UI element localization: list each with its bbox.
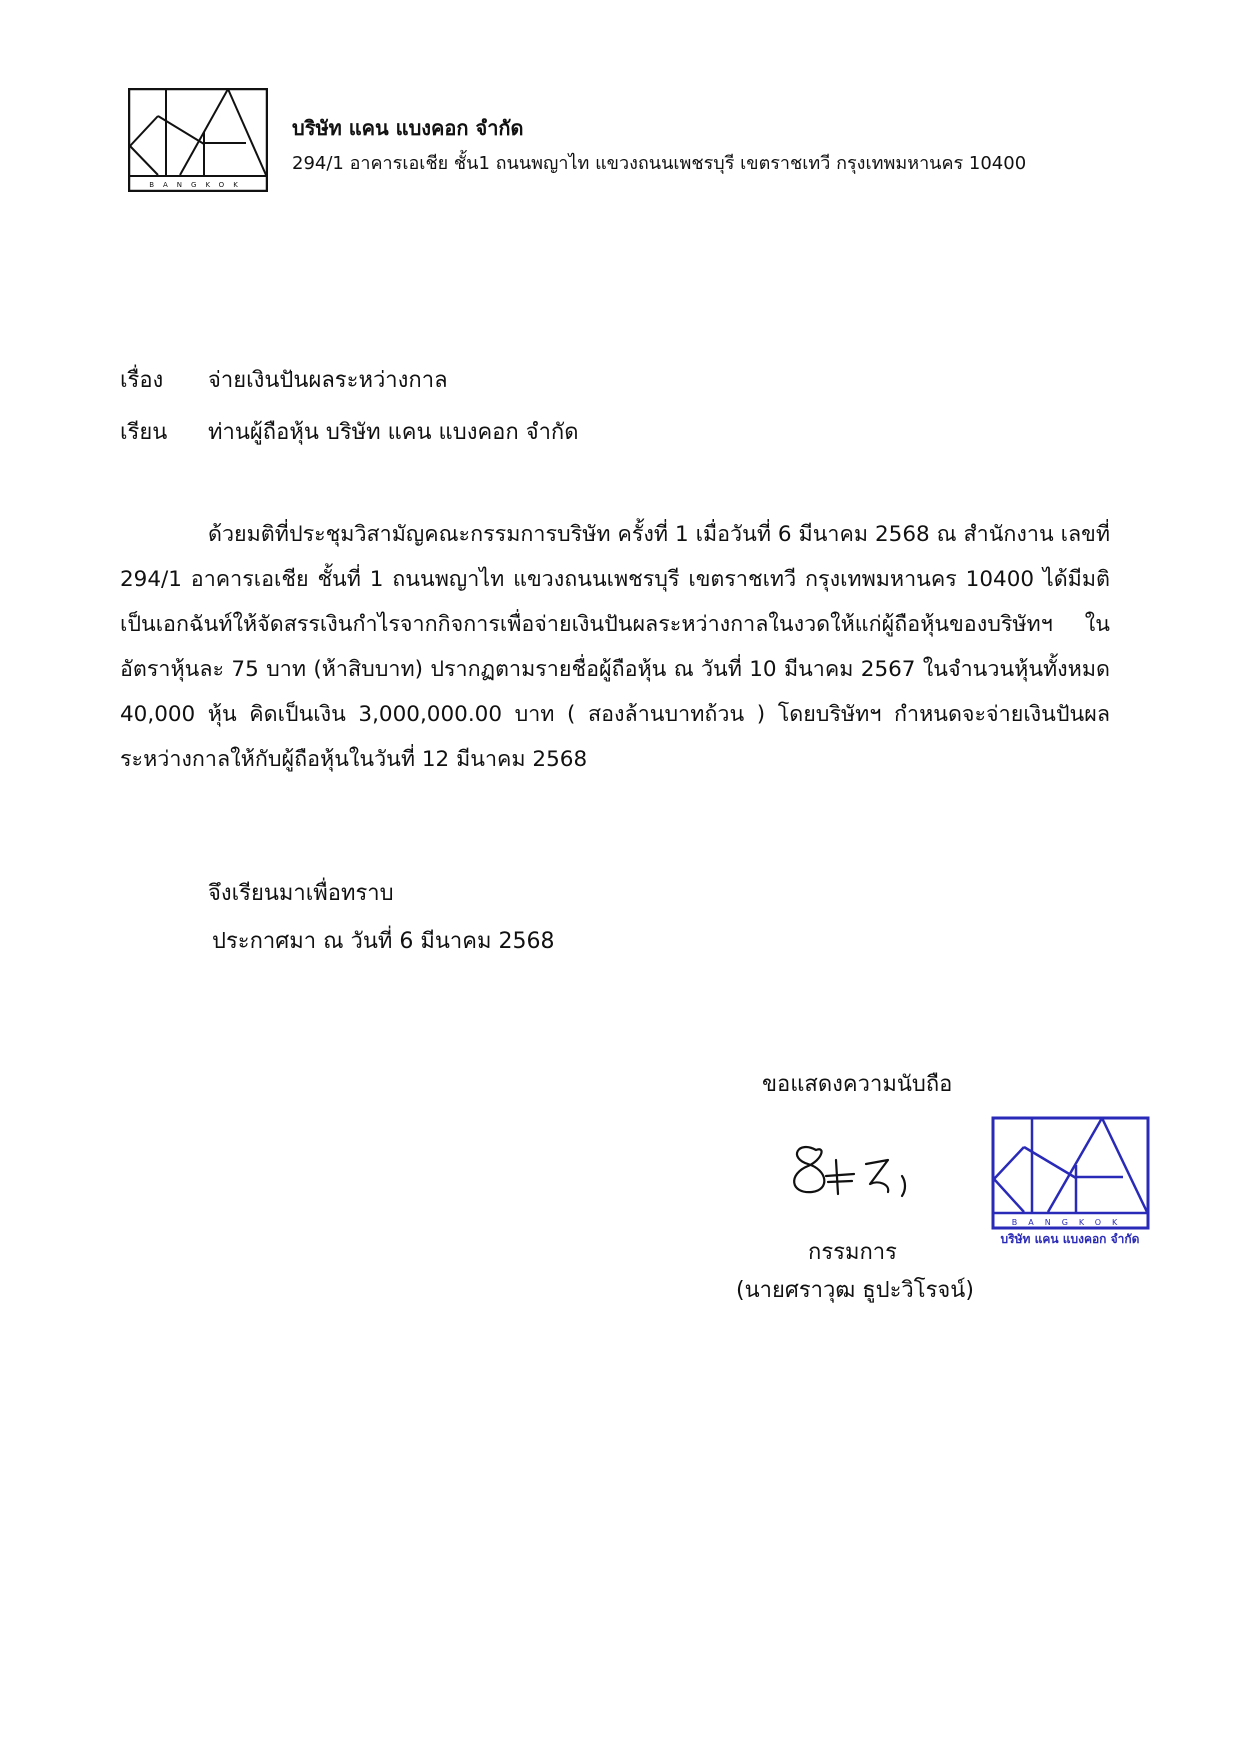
regards-text: ขอแสดงความนับถือ <box>762 1072 953 1097</box>
salutation-label: เรียน <box>120 420 168 445</box>
stamp-caption: บริษัท แคน แบงคอก จำกัด <box>1000 1232 1140 1246</box>
body-paragraph: ด้วยมติที่ประชุมวิสามัญคณะกรรมการบริษัท ครั้งที่ 1 เมื่อวันที่ 6 มีนาคม 2568 ณ สำนักงาน เลขที่ 294/1 อาคารเอเชีย ชั้นที่ 1 ถนนพญาไท แขวงถนนเพชรบุรี เขตราชเทวี กรุงเทพมหานคร 10400 ได้มีมติเป็นเอกฉันท์ให้จัดสรรเงินกำไรจากกิจการเพื่อจ่ายเงินปันผลระหว่างกาลในงวดให้แก่ผู้ถือหุ้นของบริษัทฯ ในอัตราหุ้นละ 75 บาท (ห้าสิบบาท) ปรากฏตามรายชื่อผู้ถือหุ้น ณ วันที่ 10 มีนาคม 2567 ในจำนวนหุ้นทั้งหมด 40,000 หุ้น คิดเป็นเงิน 3,000,000.00 บาท ( สองล้านบาทถ้วน ) โดยบริษัทฯ กำหนดจะจ่ายเงินปันผลระหว่างกาลให้กับผู้ถือหุ้นในวันที่ 12 มีนาคม 2568 <box>120 522 1110 772</box>
stamp-logo-text: BANGKOK <box>1011 1218 1129 1227</box>
company-address: 294/1 อาคารเอเชีย ชั้น1 ถนนพญาไท แขวงถนนเพชรบุรี เขตราชเทวี กรุงเทพมหานคร 10400 <box>292 153 1027 174</box>
signer-title: กรรมการ <box>808 1240 897 1265</box>
logo-text: BANGKOK <box>149 181 247 189</box>
company-name: บริษัท แคน แบงคอก จำกัด <box>292 116 524 140</box>
company-stamp <box>990 1115 1160 1250</box>
subject-value: จ่ายเงินปันผลระหว่างกาล <box>208 368 448 393</box>
signer-name: (นายศราวุฒ ธูปะวิโรจน์) <box>736 1278 974 1303</box>
salutation-value: ท่านผู้ถือหุ้น บริษัท แคน แบงคอก จำกัด <box>208 420 579 445</box>
announcement-date: ประกาศมา ณ วันที่ 6 มีนาคม 2568 <box>212 929 555 954</box>
signature-image <box>778 1130 938 1210</box>
closing-line: จึงเรียนมาเพื่อทราบ <box>208 881 394 906</box>
subject-label: เรื่อง <box>120 368 164 393</box>
company-logo <box>128 88 268 192</box>
